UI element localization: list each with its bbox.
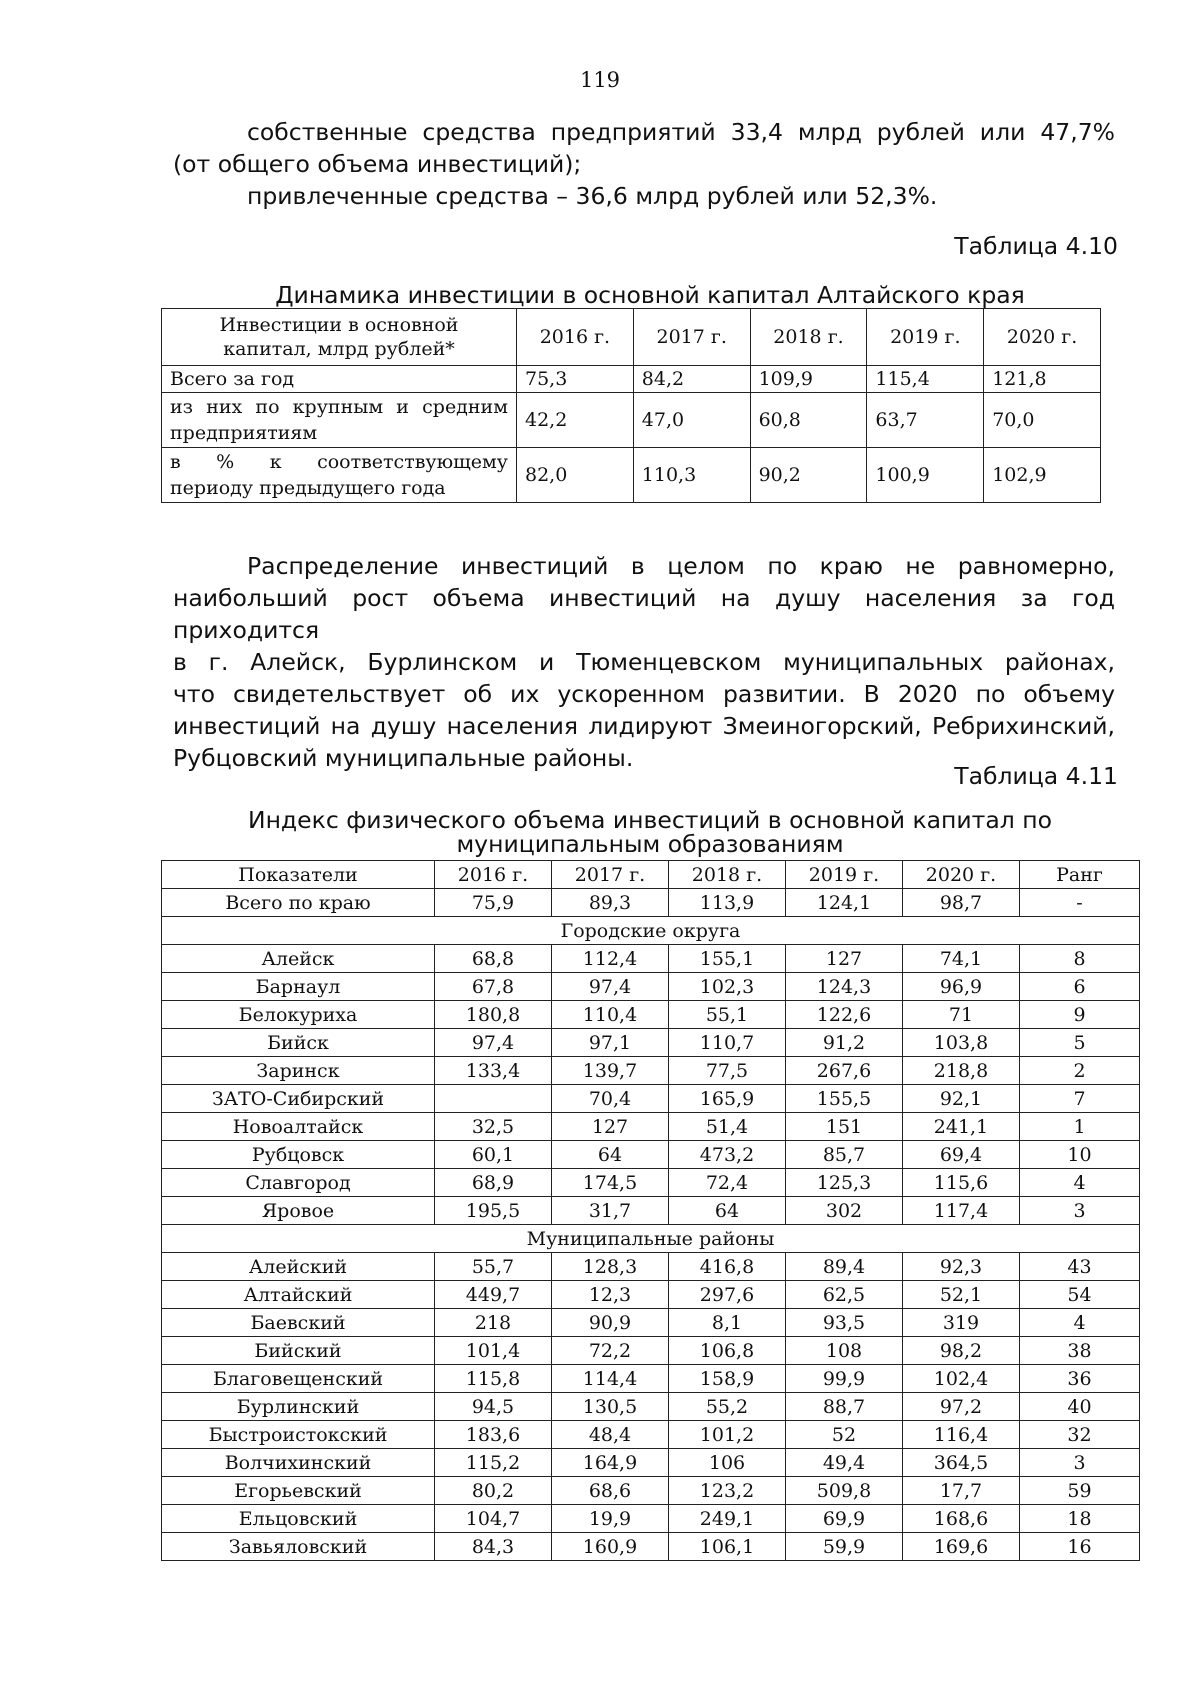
table-cell: 71 [903, 1001, 1020, 1029]
section-header-row [162, 917, 1140, 945]
table-cell: 174,5 [552, 1169, 669, 1197]
table-cell: 68,6 [552, 1477, 669, 1505]
table-cell: 70,0 [984, 393, 1101, 448]
row-label: Славгород [162, 1169, 435, 1197]
table-cell: 5 [1020, 1029, 1140, 1057]
table-cell: 91,2 [786, 1029, 903, 1057]
table-cell: 7 [1020, 1085, 1140, 1113]
table-cell: 106,8 [669, 1337, 786, 1365]
table-cell: 97,1 [552, 1029, 669, 1057]
table-cell: 106 [669, 1449, 786, 1477]
table-cell: 116,4 [903, 1421, 1020, 1449]
section-title: Муниципальные районы [162, 1225, 1140, 1253]
table-cell: 52,1 [903, 1281, 1020, 1309]
table-cell: 155,1 [669, 945, 786, 973]
text-line: собственные средства предприятий 33,4 млрд рублей или 47,7% [247, 118, 1115, 146]
table-cell: 59,9 [786, 1533, 903, 1561]
table-cell: 195,5 [435, 1197, 552, 1225]
table-cell: 101,2 [669, 1421, 786, 1449]
table-cell: 241,1 [903, 1113, 1020, 1141]
table-cell: 109,9 [750, 366, 867, 393]
table-cell: 108 [786, 1337, 903, 1365]
table-header-row [162, 861, 1140, 889]
row-label: Егорьевский [162, 1477, 435, 1505]
table-cell: 4 [1020, 1169, 1140, 1197]
table-cell: 127 [786, 945, 903, 973]
table-row [162, 973, 1140, 1001]
table-cell: 416,8 [669, 1253, 786, 1281]
table-cell: 10 [1020, 1141, 1140, 1169]
table-row [162, 1169, 1140, 1197]
table-row [162, 1309, 1140, 1337]
intro-paragraph [173, 116, 1115, 212]
text-line: наибольший рост объема инвестиций на душу населения за год приходится [173, 584, 1115, 644]
table-cell: 49,4 [786, 1449, 903, 1477]
table-cell: 110,7 [669, 1029, 786, 1057]
row-label: Алтайский [162, 1281, 435, 1309]
table-cell: 72,4 [669, 1169, 786, 1197]
table-cell: 113,9 [669, 889, 786, 917]
table-4-10-label: Таблица 4.10 [954, 232, 1118, 260]
table-cell: 473,2 [669, 1141, 786, 1169]
row-label: из них по крупным и средним предприятиям [162, 393, 517, 448]
table-cell: 59 [1020, 1477, 1140, 1505]
header-year: 2020 г. [984, 309, 1101, 366]
table-cell: 183,6 [435, 1421, 552, 1449]
table-cell: 115,2 [435, 1449, 552, 1477]
table-cell: 3 [1020, 1449, 1140, 1477]
table-row [162, 1533, 1140, 1561]
table-cell: 115,6 [903, 1169, 1020, 1197]
table-row [162, 945, 1140, 973]
table-cell: 47,0 [633, 393, 750, 448]
table-cell: 69,9 [786, 1505, 903, 1533]
table-row [162, 1085, 1140, 1113]
row-label: ЗАТО-Сибирский [162, 1085, 435, 1113]
text-line: (от общего объема инвестиций); [173, 150, 582, 178]
table-cell: 40 [1020, 1393, 1140, 1421]
row-label: Показатели [162, 861, 435, 889]
table-cell: 8,1 [669, 1309, 786, 1337]
table-cell: 449,7 [435, 1281, 552, 1309]
table-cell: 155,5 [786, 1085, 903, 1113]
table-cell: 110,4 [552, 1001, 669, 1029]
table-cell: 124,1 [786, 889, 903, 917]
table-cell: 180,8 [435, 1001, 552, 1029]
row-label: Всего по краю [162, 889, 435, 917]
table-row [162, 1029, 1140, 1057]
table-cell: 2019 г. [786, 861, 903, 889]
row-label: Завьяловский [162, 1533, 435, 1561]
table-cell: 115,4 [867, 366, 984, 393]
table-cell: 80,2 [435, 1477, 552, 1505]
text-line: что свидетельствует об их ускоренном развитии. В 2020 по объему [173, 680, 1115, 708]
table-cell: 168,6 [903, 1505, 1020, 1533]
table-row [162, 1365, 1140, 1393]
table-cell: 139,7 [552, 1057, 669, 1085]
table-cell: 96,9 [903, 973, 1020, 1001]
text-line: инвестиций на душу населения лидируют Змеиногорский, Ребрихинский, [173, 712, 1115, 740]
table-cell: 249,1 [669, 1505, 786, 1533]
table-cell: 63,7 [867, 393, 984, 448]
table-cell: 267,6 [786, 1057, 903, 1085]
row-label: Алейский [162, 1253, 435, 1281]
table-row [162, 393, 1101, 448]
header-year: 2019 г. [867, 309, 984, 366]
text-line: Рубцовский муниципальные районы. [173, 744, 634, 772]
row-label: Баевский [162, 1309, 435, 1337]
table-cell: 158,9 [669, 1365, 786, 1393]
table-total-row [162, 889, 1140, 917]
table-cell: 509,8 [786, 1477, 903, 1505]
table-cell: 2020 г. [903, 861, 1020, 889]
header-year: 2018 г. [750, 309, 867, 366]
table-row [162, 1449, 1140, 1477]
row-label: Ельцовский [162, 1505, 435, 1533]
table-cell: 68,8 [435, 945, 552, 973]
row-label: Бийск [162, 1029, 435, 1057]
row-label: Заринск [162, 1057, 435, 1085]
row-label: Благовещенский [162, 1365, 435, 1393]
page-number: 119 [579, 68, 621, 92]
table-cell: 90,2 [750, 448, 867, 503]
table-row [162, 1057, 1140, 1085]
table-cell: 92,1 [903, 1085, 1020, 1113]
table-cell: 102,9 [984, 448, 1101, 503]
table-cell: 125,3 [786, 1169, 903, 1197]
row-label: Бурлинский [162, 1393, 435, 1421]
table-cell: 151 [786, 1113, 903, 1141]
table-cell: 38 [1020, 1337, 1140, 1365]
table-cell: 42,2 [517, 393, 634, 448]
table-cell: 117,4 [903, 1197, 1020, 1225]
table-cell: 100,9 [867, 448, 984, 503]
table-cell: 93,5 [786, 1309, 903, 1337]
row-label: Всего за год [162, 366, 517, 393]
table-cell: 84,3 [435, 1533, 552, 1561]
table-cell: 112,4 [552, 945, 669, 973]
table-cell: 12,3 [552, 1281, 669, 1309]
row-label: Бийский [162, 1337, 435, 1365]
table-cell: 75,9 [435, 889, 552, 917]
table-cell: 32 [1020, 1421, 1140, 1449]
table-cell: 102,3 [669, 973, 786, 1001]
table-cell: 3 [1020, 1197, 1140, 1225]
table-cell: 97,4 [552, 973, 669, 1001]
table-cell: 64 [669, 1197, 786, 1225]
table-cell: 130,5 [552, 1393, 669, 1421]
table-cell: 2018 г. [669, 861, 786, 889]
table-cell: 36 [1020, 1365, 1140, 1393]
table-cell: 102,4 [903, 1365, 1020, 1393]
row-label: Рубцовск [162, 1141, 435, 1169]
row-label: Барнаул [162, 973, 435, 1001]
table-cell: 62,5 [786, 1281, 903, 1309]
table-row [162, 1477, 1140, 1505]
table-cell: 75,3 [517, 366, 634, 393]
table-cell: 97,2 [903, 1393, 1020, 1421]
table-cell: 1 [1020, 1113, 1140, 1141]
table-cell: 127 [552, 1113, 669, 1141]
table-cell: 160,9 [552, 1533, 669, 1561]
row-label: Белокуриха [162, 1001, 435, 1029]
text-line: привлеченные средства – 36,6 млрд рублей или 52,3%. [247, 182, 938, 210]
table-cell: 68,9 [435, 1169, 552, 1197]
table-cell: 302 [786, 1197, 903, 1225]
text-line: в г. Алейск, Бурлинском и Тюменцевском муниципальных районах, [173, 648, 1115, 676]
table-row [162, 1253, 1140, 1281]
table-cell: 128,3 [552, 1253, 669, 1281]
table-cell: 74,1 [903, 945, 1020, 973]
table-cell: 17,7 [903, 1477, 1020, 1505]
row-label: Быстроистокский [162, 1421, 435, 1449]
table-4-11-label: Таблица 4.11 [954, 762, 1118, 790]
table-cell: 16 [1020, 1533, 1140, 1561]
table-cell: 218,8 [903, 1057, 1020, 1085]
table-cell: 218 [435, 1309, 552, 1337]
table-cell: 85,7 [786, 1141, 903, 1169]
table-cell: 94,5 [435, 1393, 552, 1421]
table-cell: 121,8 [984, 366, 1101, 393]
table-cell: 2017 г. [552, 861, 669, 889]
table-row [162, 1281, 1140, 1309]
table-cell: 8 [1020, 945, 1140, 973]
table-cell: 133,4 [435, 1057, 552, 1085]
table-cell: 72,2 [552, 1337, 669, 1365]
table-cell: 99,9 [786, 1365, 903, 1393]
row-label: Алейск [162, 945, 435, 973]
table-cell: 101,4 [435, 1337, 552, 1365]
section-title: Городские округа [162, 917, 1140, 945]
table-row [162, 1421, 1140, 1449]
table-cell: 103,8 [903, 1029, 1020, 1057]
table-row [162, 448, 1101, 503]
table-row [162, 1141, 1140, 1169]
table-row [162, 1337, 1140, 1365]
distribution-paragraph [173, 550, 1115, 774]
header-year: 2017 г. [633, 309, 750, 366]
table-cell: 55,1 [669, 1001, 786, 1029]
row-label: Волчихинский [162, 1449, 435, 1477]
table-cell: 60,8 [750, 393, 867, 448]
table-cell: 115,8 [435, 1365, 552, 1393]
table-cell: 97,4 [435, 1029, 552, 1057]
table-cell: 2016 г. [435, 861, 552, 889]
table-cell: 67,8 [435, 973, 552, 1001]
table-row [162, 1197, 1140, 1225]
table-cell: 18 [1020, 1505, 1140, 1533]
table-cell: 123,2 [669, 1477, 786, 1505]
row-label: Новоалтайск [162, 1113, 435, 1141]
table-cell: 122,6 [786, 1001, 903, 1029]
table-cell: 60,1 [435, 1141, 552, 1169]
table-cell: 364,5 [903, 1449, 1020, 1477]
table-cell: 43 [1020, 1253, 1140, 1281]
table-cell: 55,2 [669, 1393, 786, 1421]
section-header-row [162, 1225, 1140, 1253]
table-cell: 297,6 [669, 1281, 786, 1309]
table-cell: 84,2 [633, 366, 750, 393]
table-cell: - [1020, 889, 1140, 917]
table-cell: 89,4 [786, 1253, 903, 1281]
table-cell: 82,0 [517, 448, 634, 503]
table-cell: 2 [1020, 1057, 1140, 1085]
table-cell: 48,4 [552, 1421, 669, 1449]
header-indicator: Инвестиции в основной капитал, млрд рублей* [162, 309, 517, 366]
table-cell: 32,5 [435, 1113, 552, 1141]
table-cell: 90,9 [552, 1309, 669, 1337]
row-label: Яровое [162, 1197, 435, 1225]
table-row [162, 1001, 1140, 1029]
table-row [162, 1113, 1140, 1141]
table-cell: 55,7 [435, 1253, 552, 1281]
table-cell: 89,3 [552, 889, 669, 917]
table-cell: 92,3 [903, 1253, 1020, 1281]
table-cell: Ранг [1020, 861, 1140, 889]
table-cell: 165,9 [669, 1085, 786, 1113]
table-cell: 70,4 [552, 1085, 669, 1113]
table-cell: 19,9 [552, 1505, 669, 1533]
table-cell: 69,4 [903, 1141, 1020, 1169]
text-line: Распределение инвестиций в целом по краю не равномерно, [247, 552, 1115, 580]
physical-volume-index-table [161, 860, 1140, 1561]
table-cell: 169,6 [903, 1533, 1020, 1561]
table-cell: 98,2 [903, 1337, 1020, 1365]
table-row [162, 1393, 1140, 1421]
table-cell: 64 [552, 1141, 669, 1169]
table-cell: 106,1 [669, 1533, 786, 1561]
table-cell: 98,7 [903, 889, 1020, 917]
table-cell: 124,3 [786, 973, 903, 1001]
table-4-11-title: Индекс физического объема инвестиций в основной капитал по муниципальным образованиям [247, 806, 1052, 858]
table-cell: 110,3 [633, 448, 750, 503]
table-cell: 4 [1020, 1309, 1140, 1337]
table-cell: 6 [1020, 973, 1140, 1001]
table-cell: 114,4 [552, 1365, 669, 1393]
table-4-10-title: Динамика инвестиции в основной капитал Алтайского края [275, 281, 1025, 309]
table-cell: 104,7 [435, 1505, 552, 1533]
table-cell: 54 [1020, 1281, 1140, 1309]
table-cell: 77,5 [669, 1057, 786, 1085]
table-cell [435, 1085, 552, 1113]
table-cell: 52 [786, 1421, 903, 1449]
table-cell: 164,9 [552, 1449, 669, 1477]
row-label: в % к соответствующему периоду предыдущего года [162, 448, 517, 503]
header-year: 2016 г. [517, 309, 634, 366]
table-cell: 9 [1020, 1001, 1140, 1029]
table-cell: 319 [903, 1309, 1020, 1337]
table-cell: 51,4 [669, 1113, 786, 1141]
table-row [162, 1505, 1140, 1533]
table-cell: 31,7 [552, 1197, 669, 1225]
investment-dynamics-table [161, 308, 1101, 503]
table-cell: 88,7 [786, 1393, 903, 1421]
table-header-row [162, 309, 1101, 366]
table-row [162, 366, 1101, 393]
